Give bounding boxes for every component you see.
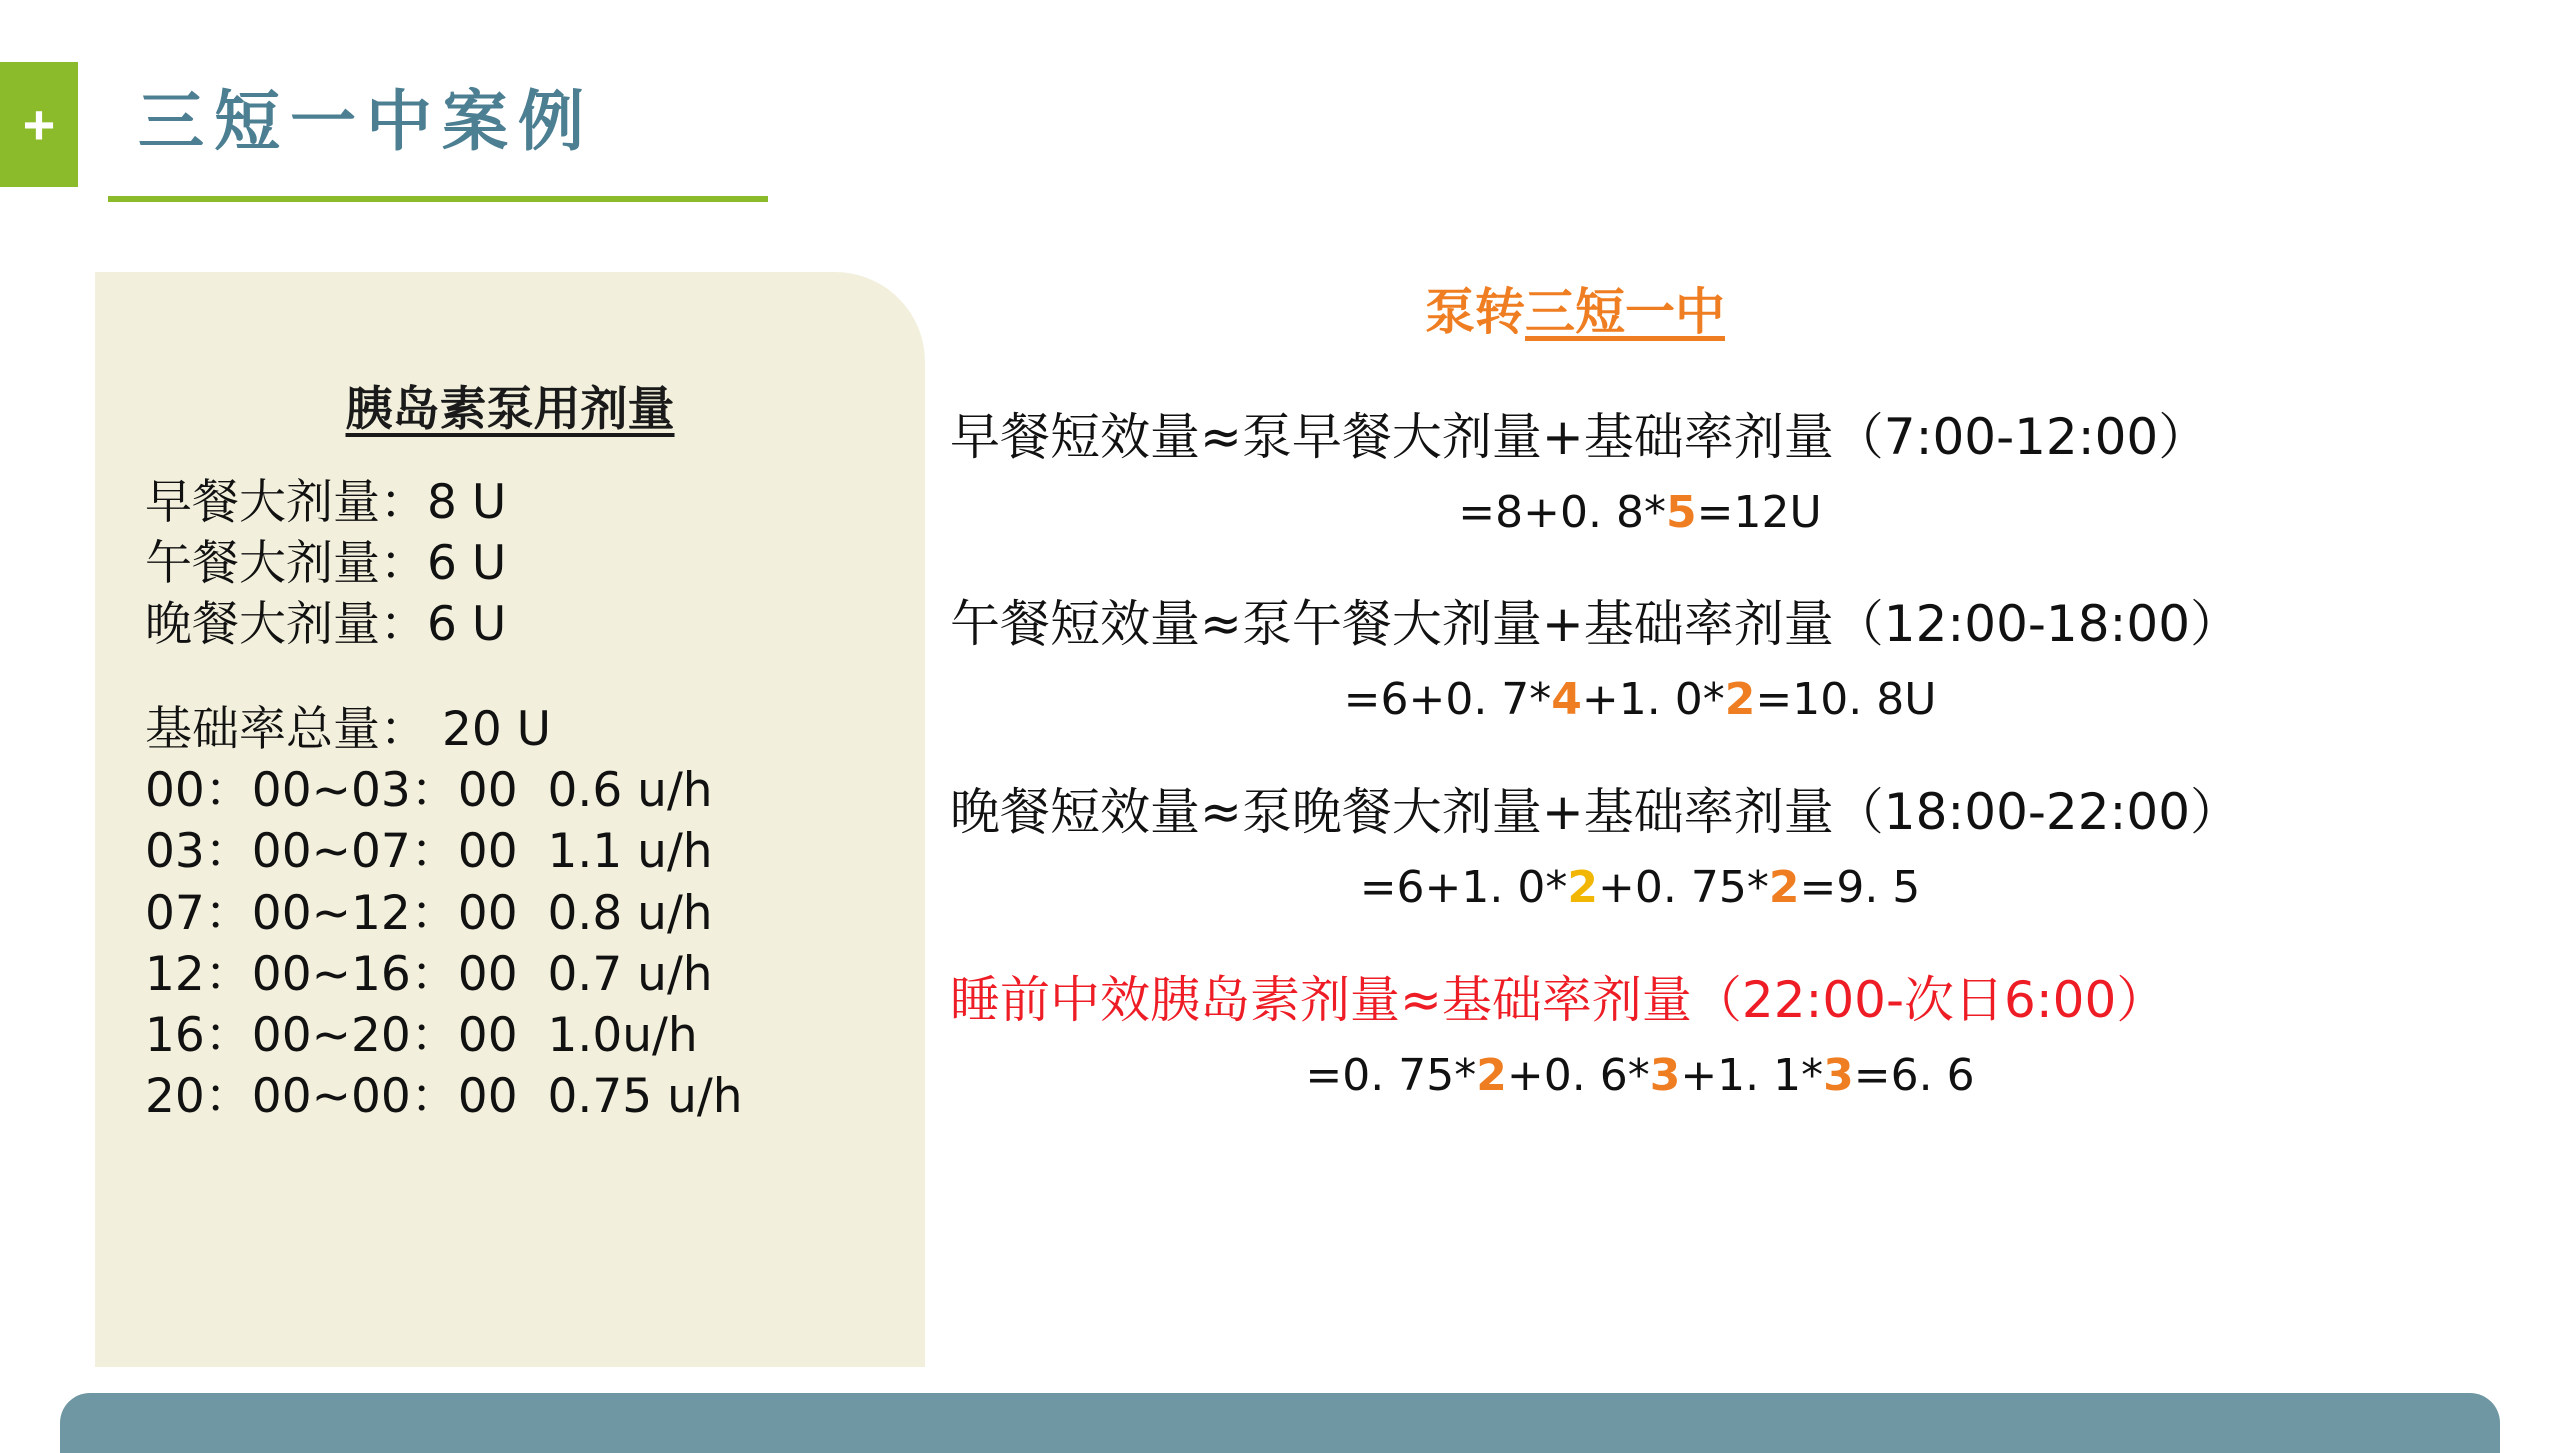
conversion-section — [950, 272, 2540, 1372]
spacer — [145, 655, 905, 699]
dinner-calc-hours-1: 2 — [1567, 862, 1599, 913]
lunch-calc-pre: =6+0. 7* — [1343, 674, 1552, 725]
pump-dose-card — [95, 272, 925, 1367]
dinner-calc-post: =9. 5 — [1799, 862, 1921, 913]
breakfast-calc — [950, 487, 2330, 538]
bedtime-calc-hours-3: 3 — [1823, 1050, 1854, 1101]
basal-rate-row: 12：00~16：00 0.7 u/h — [145, 946, 713, 1002]
page-title: 三短一中案例 — [138, 83, 594, 160]
pump-dose-card-title: 胰岛素泵用剂量 — [345, 382, 675, 437]
header-underline-divider — [108, 196, 768, 202]
lunch-calc-hours-2: 2 — [1724, 674, 1756, 725]
basal-rate-row: 03：00~07：00 1.1 u/h — [145, 824, 713, 880]
slide-header — [0, 38, 2560, 178]
bedtime-calc-post: =6. 6 — [1853, 1050, 1975, 1101]
bedtime-calc-hours-2: 3 — [1649, 1050, 1681, 1101]
basal-rate-row: 16：00~20：00 1.0u/h — [145, 1007, 698, 1063]
bedtime-calc-mid: +0. 6* — [1506, 1050, 1650, 1101]
conversion-title-underlined: 三短一中 — [1525, 283, 1725, 341]
conversion-title-prefix: 泵转 — [1425, 283, 1525, 341]
bolus-line-lunch: 午餐大剂量：6 U — [145, 536, 507, 592]
bolus-line-dinner: 晚餐大剂量：6 U — [145, 597, 507, 653]
plus-icon: + — [22, 92, 56, 156]
footer-bar — [60, 1393, 2500, 1453]
dinner-calc-pre: =6+1. 0* — [1359, 862, 1568, 913]
bedtime-formula: 睡前中效胰岛素剂量≈基础率剂量（22:00-次日6:00） — [950, 971, 2167, 1029]
lunch-calc — [950, 674, 2330, 725]
basal-rate-row: 07：00~12：00 0.8 u/h — [145, 885, 713, 941]
header-badge — [0, 62, 78, 187]
pump-dose-card-body — [145, 472, 905, 1127]
lunch-formula: 午餐短效量≈泵午餐大剂量+基础率剂量（12:00-18:00） — [950, 595, 2241, 653]
dinner-calc-mid: +0. 75* — [1598, 862, 1769, 913]
dinner-formula: 晚餐短效量≈泵晚餐大剂量+基础率剂量（18:00-22:00） — [950, 783, 2241, 841]
breakfast-calc-pre: =8+0. 8* — [1458, 487, 1666, 538]
breakfast-calc-post: =12U — [1696, 487, 1822, 538]
dinner-calc — [950, 862, 2330, 913]
conversion-title — [950, 272, 2200, 344]
lunch-calc-post: =10. 8U — [1755, 674, 1937, 725]
lunch-calc-mid: +1. 0* — [1581, 674, 1725, 725]
bedtime-calc-mid-2: +1. 1* — [1680, 1050, 1824, 1101]
lunch-calc-hours-1: 4 — [1551, 674, 1582, 725]
bedtime-calc-hours-1: 2 — [1476, 1050, 1507, 1101]
basal-total-line: 基础率总量： 20 U — [145, 702, 552, 758]
dinner-calc-hours-2: 2 — [1768, 862, 1800, 913]
breakfast-calc-hours: 5 — [1666, 487, 1697, 538]
bolus-line-breakfast: 早餐大剂量：8 U — [145, 475, 507, 530]
breakfast-formula: 早餐短效量≈泵早餐大剂量+基础率剂量（7:00-12:00） — [950, 408, 2209, 466]
basal-rate-row: 00：00~03：00 0.6 u/h — [145, 763, 713, 819]
basal-rate-row: 20：00~00：00 0.75 u/h — [145, 1068, 743, 1124]
bedtime-calc — [950, 1050, 2330, 1101]
bedtime-calc-pre: =0. 75* — [1305, 1050, 1477, 1101]
